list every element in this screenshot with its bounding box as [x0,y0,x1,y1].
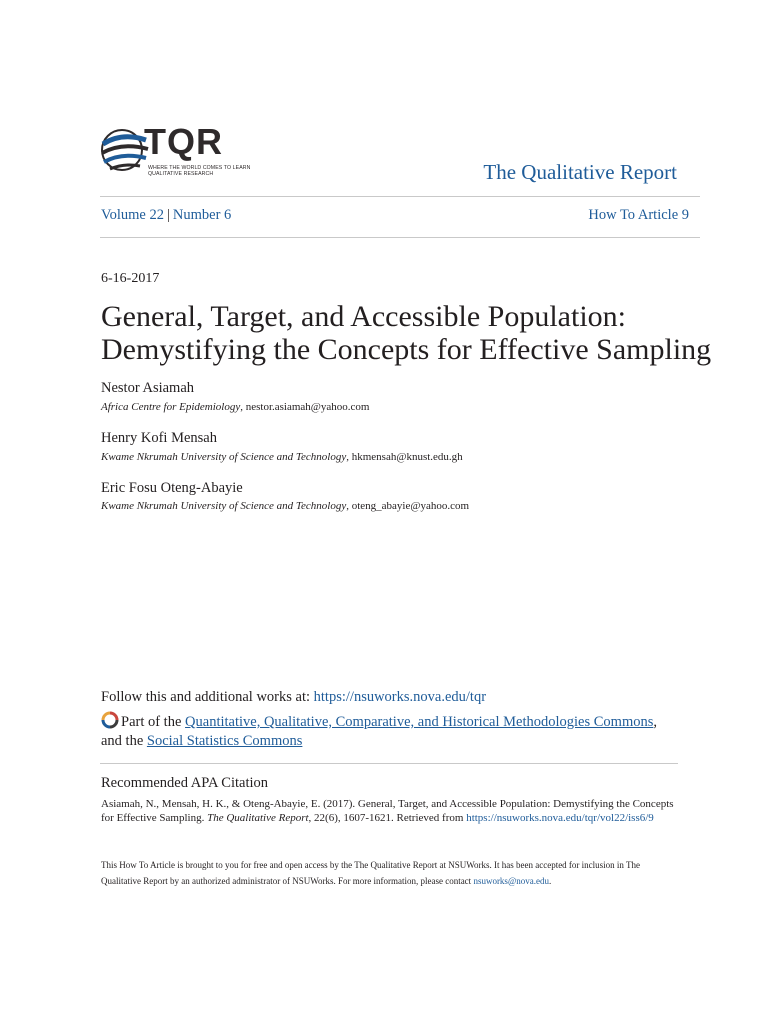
publication-date: 6-16-2017 [101,271,160,286]
affiliation-name: Africa Centre for Epidemiology [101,401,241,413]
commons-link-social-statistics[interactable]: Social Statistics Commons [146,733,303,749]
follow-text: Follow this and additional works at: [101,689,314,705]
volume-separator: | [166,207,170,223]
author-affiliation [101,500,469,512]
citation-divider [100,763,678,764]
access-notice [101,857,681,889]
volume-link[interactable]: Volume 22 [101,207,164,223]
author-email: , nestor.asiamah@yahoo.com [240,401,370,413]
logo-tagline: WHERE THE WORLD COMES TO LEARN QUALITATIVE RESEARCH [148,165,251,177]
citation-text [101,797,681,825]
volume-divider [100,237,700,238]
header-divider [100,196,700,197]
contact-email-link[interactable]: nsuworks@nova.edu [473,876,549,886]
logo-wordmark: TQR [144,121,223,162]
part-of-text: Part of the [121,714,186,730]
author-affiliation [101,451,463,463]
author-name: Nestor Asiamah [101,380,195,396]
author-name: Eric Fosu Oteng-Abayie [101,480,243,496]
commons-link-methodologies[interactable]: Quantitative, Qualitative, Comparative, and Historical Methodologies Commons [185,714,654,730]
citation-part-b: , 22(6), 1607-1621. Retrieved from [308,812,467,824]
citation-part-a: Asiamah, N., Mensah, H. K., & Oteng-Abayie, E. (2017). General, Target, and Accessible Population: Demystifying the Concepts for Effective Sampling. [101,798,674,824]
and-the-text: , and the [101,714,657,749]
author-affiliation [101,401,370,413]
title-line-2: Demystifying the Concepts for Effective Sampling [101,333,712,366]
title-line-1: General, Target, and Accessible Population: [101,300,626,333]
bepress-commons-icon [101,711,119,729]
follow-line [101,689,486,706]
commons-line [101,711,681,751]
globe-logo-icon [100,122,150,178]
volume-info [101,207,231,224]
citation-journal: The Qualitative Report [207,812,309,824]
journal-logo [100,122,252,182]
affiliation-name: Kwame Nkrumah University of Science and Technology [101,500,347,512]
notice-end: . [548,876,552,886]
notice-text: This How To Article is brought to you for free and open access by the The Qualitative Report at NSUWorks. It has been accepted for inclusion in The Qualitative Report by an authorized administrator of NSUWorks. For more information, please contact [101,860,641,886]
article-title [101,300,741,366]
author-email: , oteng_abayie@yahoo.com [346,500,470,512]
follow-url-link[interactable]: https://nsuworks.nova.edu/tqr [313,689,487,705]
affiliation-name: Kwame Nkrumah University of Science and Technology [101,451,347,463]
number-link[interactable]: Number 6 [172,207,232,223]
journal-name-link[interactable]: The Qualitative Report [483,160,677,184]
author-email: , hkmensah@knust.edu.gh [346,451,463,463]
citation-url-link[interactable]: https://nsuworks.nova.edu/tqr/vol22/iss6/9 [466,812,654,824]
citation-heading: Recommended APA Citation [101,775,269,791]
article-type-link[interactable]: How To Article 9 [588,207,689,223]
author-name: Henry Kofi Mensah [101,430,217,446]
